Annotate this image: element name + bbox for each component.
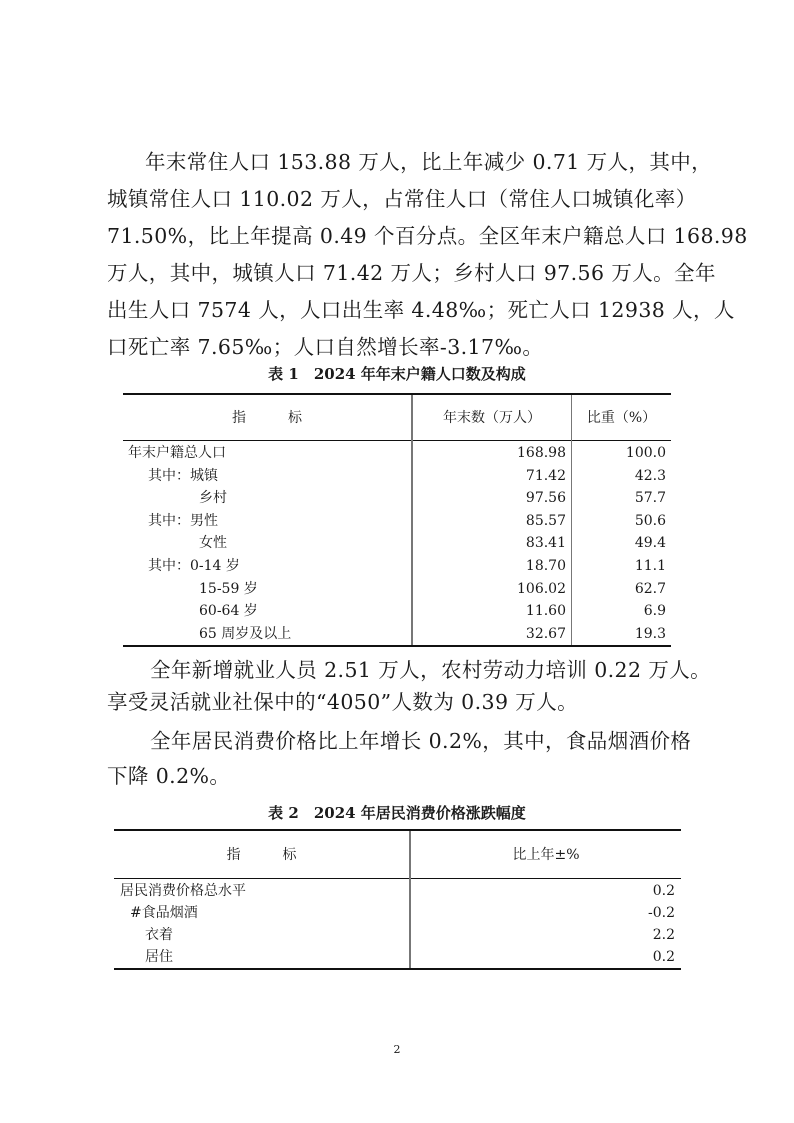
header-year-end: 年末数（万人） [443, 410, 541, 426]
table-1-caption: 表 1 2024 年年末户籍人口数及构成 [268, 365, 526, 383]
header-indicator: 指 标 [226, 847, 297, 863]
row-value: 106.02 [517, 580, 566, 597]
text-line: 71.50%，比上年提高 0.49 个百分点。全区年末户籍总人口 168.98 [107, 224, 748, 248]
row-value: 85.57 [525, 512, 566, 529]
row-label: 60-64 岁 [199, 603, 258, 620]
text-line: 出生人口 7574 人，人口出生率 4.48‰；死亡人口 12938 人，人 [107, 298, 735, 322]
table-top-rule [114, 829, 681, 831]
table-header-rule [114, 878, 681, 879]
table-bottom-rule [114, 968, 681, 970]
text-line: 全年居民消费价格比上年增长 0.2%，其中，食品烟酒价格 [150, 729, 692, 753]
row-value: 18.70 [525, 558, 566, 574]
row-label: 乡村 [199, 490, 227, 507]
row-share: 19.3 [634, 625, 666, 642]
text-line: 下降 0.2%。 [107, 764, 231, 788]
row-share: 50.6 [634, 512, 666, 529]
text-line: 口死亡率 7.65‰；人口自然增长率-3.17‰。 [107, 335, 544, 359]
row-value: 32.67 [525, 625, 566, 642]
row-value: 11.60 [525, 603, 566, 620]
row-value: 0.2 [652, 883, 675, 899]
table-top-rule [123, 393, 671, 395]
text-line: 万人，其中，城镇人口 71.42 万人；乡村人口 97.56 万人。全年 [107, 261, 716, 285]
row-value: 0.2 [652, 949, 675, 965]
row-share: 6.9 [643, 603, 666, 620]
row-share: 57.7 [634, 490, 666, 507]
row-value: -0.2 [648, 905, 675, 921]
row-label: 其中：0-14 岁 [148, 558, 240, 574]
row-label: 其中：城镇 [148, 467, 218, 484]
row-label: 女性 [199, 535, 227, 552]
row-label: 15-59 岁 [199, 580, 258, 597]
text-line: 享受灵活就业社保中的“4050”人数为 0.39 万人。 [107, 690, 579, 714]
row-value: 97.56 [525, 490, 566, 507]
row-share: 49.4 [634, 535, 666, 552]
header-share: 比重（%） [586, 410, 657, 426]
row-share: 42.3 [634, 467, 666, 484]
row-label: 65 周岁及以上 [199, 625, 292, 642]
row-value: 2.2 [652, 927, 675, 943]
text-line: 全年新增就业人员 2.51 万人，农村劳动力培训 0.22 万人。 [150, 658, 712, 682]
row-label: 其中：男性 [148, 512, 218, 529]
row-label: 居住 [145, 949, 173, 965]
row-share: 11.1 [634, 558, 666, 574]
table-header-rule [123, 440, 671, 441]
row-label: #食品烟酒 [130, 905, 198, 921]
header-indicator: 指 标 [232, 410, 302, 426]
table-bottom-rule [123, 645, 671, 647]
row-label: 居民消费价格总水平 [120, 883, 246, 899]
row-value: 83.41 [525, 535, 566, 552]
row-share: 62.7 [634, 580, 666, 597]
row-label: 年末户籍总人口 [128, 445, 226, 461]
row-label: 衣着 [145, 927, 173, 943]
page-number: 2 [393, 1043, 401, 1056]
text-line: 年末常住人口 153.88 万人，比上年减少 0.71 万人，其中， [145, 150, 713, 174]
row-share: 100.0 [625, 445, 666, 461]
header-change: 比上年±% [512, 847, 580, 863]
row-value: 168.98 [517, 445, 566, 461]
row-value: 71.42 [525, 467, 566, 484]
table-2-caption: 表 2 2024 年居民消费价格涨跌幅度 [268, 804, 526, 822]
column-divider [571, 395, 572, 645]
text-line: 城镇常住人口 110.02 万人，占常住人口（常住人口城镇化率） [107, 187, 697, 211]
